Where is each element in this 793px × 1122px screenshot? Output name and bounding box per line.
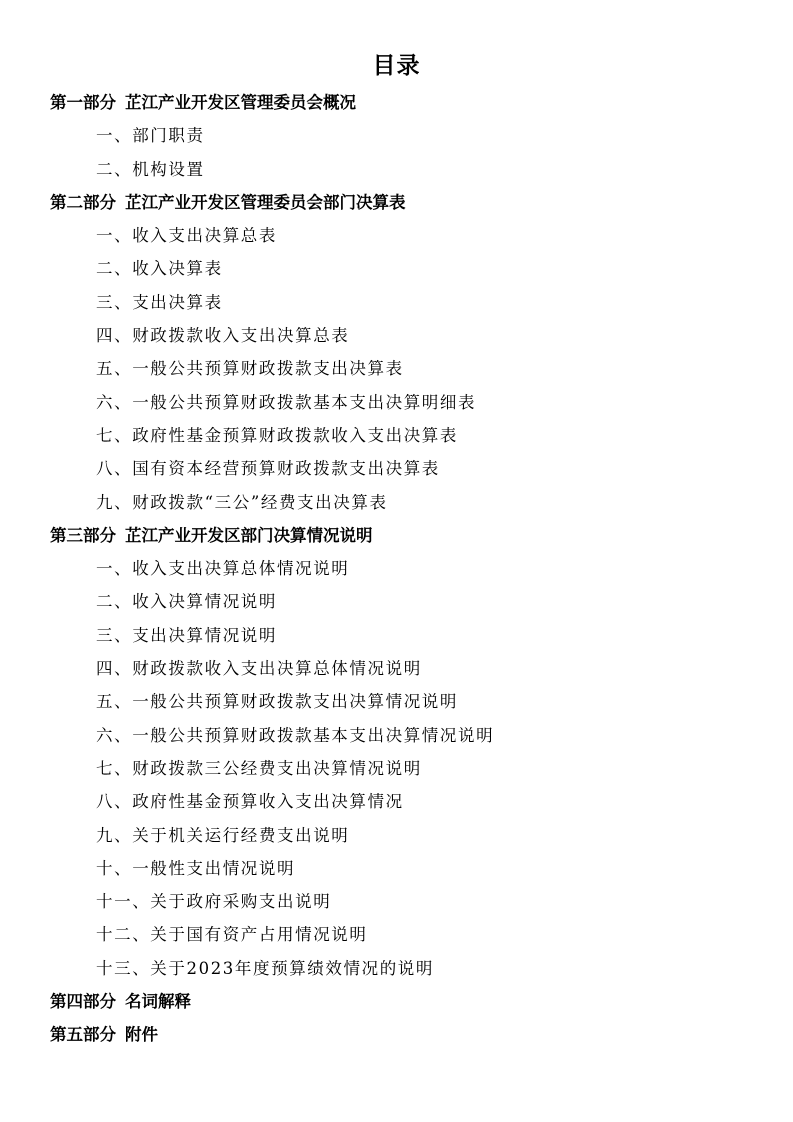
toc-part-label: 第二部分 <box>50 192 116 212</box>
toc-item[interactable]: 一、部门职责 <box>96 126 205 146</box>
toc-item[interactable]: 十三、关于2023年度预算绩效情况的说明 <box>96 958 434 978</box>
toc-part-2[interactable] <box>50 186 750 219</box>
toc-part-title: 芷江产业开发区管理委员会概况 <box>125 93 356 112</box>
toc-part-3[interactable] <box>50 519 750 552</box>
toc-item[interactable]: 七、政府性基金预算财政拨款收入支出决算表 <box>96 425 458 445</box>
toc-part-1[interactable] <box>50 86 750 119</box>
toc-item[interactable]: 三、支出决算表 <box>96 292 223 312</box>
toc-item[interactable]: 六、一般公共预算财政拨款基本支出决算明细表 <box>96 392 477 412</box>
toc-part-label: 第一部分 <box>50 93 116 112</box>
toc-item[interactable]: 一、收入支出决算总体情况说明 <box>96 559 350 579</box>
toc-item[interactable]: 八、国有资本经营预算财政拨款支出决算表 <box>96 459 440 479</box>
toc-item[interactable]: 一、收入支出决算总表 <box>96 226 277 246</box>
toc-part-label: 第四部分 <box>50 992 116 1012</box>
toc-item[interactable]: 十一、关于政府采购支出说明 <box>96 892 332 912</box>
toc-item[interactable]: 四、财政拨款收入支出决算总体情况说明 <box>96 659 422 679</box>
table-of-contents <box>50 86 750 1052</box>
toc-item[interactable]: 五、一般公共预算财政拨款支出决算情况说明 <box>96 692 458 712</box>
toc-item[interactable]: 三、支出决算情况说明 <box>96 625 277 645</box>
toc-item[interactable]: 二、收入决算情况说明 <box>96 592 277 612</box>
toc-part-title: 芷江产业开发区部门决算情况说明 <box>125 525 373 545</box>
toc-part-4[interactable] <box>50 985 750 1018</box>
toc-part-title: 附件 <box>125 1025 158 1045</box>
toc-item[interactable]: 六、一般公共预算财政拨款基本支出决算情况说明 <box>96 725 495 745</box>
toc-item[interactable]: 四、财政拨款收入支出决算总表 <box>96 326 350 346</box>
toc-part-title: 名词解释 <box>125 992 191 1012</box>
toc-item[interactable]: 九、关于机关运行经费支出说明 <box>96 825 350 845</box>
toc-part-5[interactable] <box>50 1018 750 1051</box>
toc-part-title: 芷江产业开发区管理委员会部门决算表 <box>125 192 406 212</box>
toc-item[interactable]: 二、收入决算表 <box>96 259 223 279</box>
toc-item[interactable]: 九、财政拨款“三公”经费支出决算表 <box>96 492 388 512</box>
page-title: 目录 <box>372 53 421 79</box>
toc-item[interactable]: 五、一般公共预算财政拨款支出决算表 <box>96 359 404 379</box>
toc-item[interactable]: 十二、关于国有资产占用情况说明 <box>96 925 368 945</box>
toc-item[interactable]: 十、一般性支出情况说明 <box>96 858 296 878</box>
toc-item[interactable]: 八、政府性基金预算收入支出决算情况 <box>96 792 404 812</box>
toc-item[interactable]: 七、财政拨款三公经费支出决算情况说明 <box>96 758 422 778</box>
toc-item[interactable]: 二、机构设置 <box>96 159 205 179</box>
toc-part-label: 第三部分 <box>50 525 116 545</box>
toc-part-label: 第五部分 <box>50 1025 116 1045</box>
